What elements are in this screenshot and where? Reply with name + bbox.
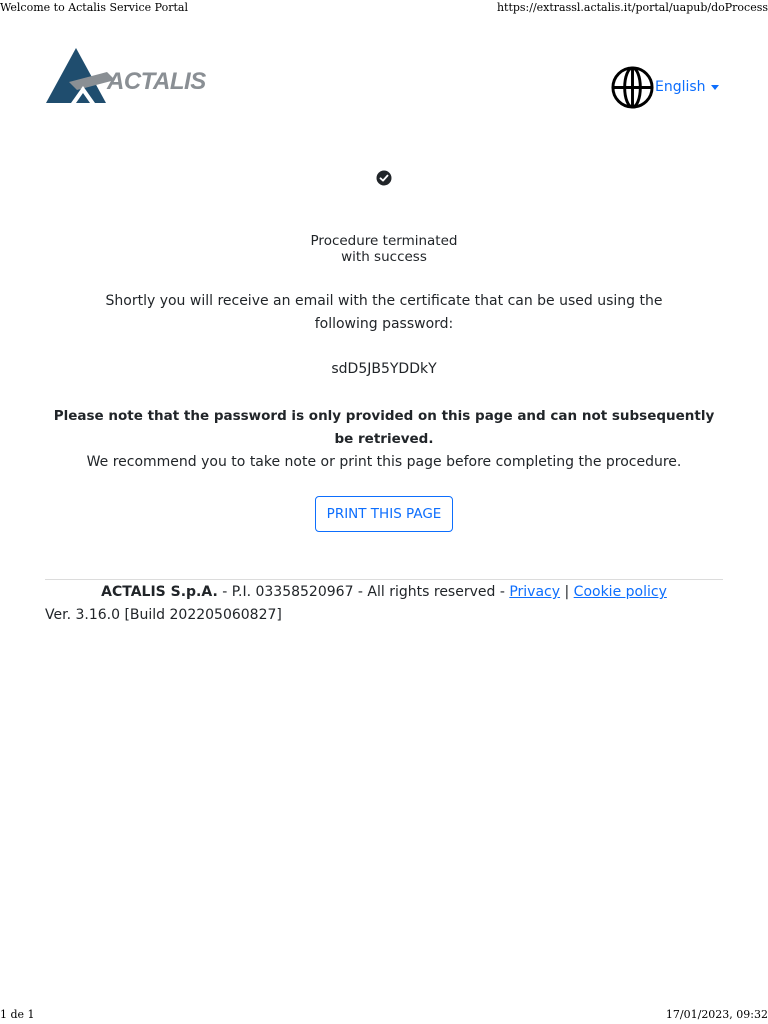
print-page-button[interactable]: PRINT THIS PAGE [315, 496, 453, 532]
privacy-link[interactable]: Privacy [509, 584, 561, 600]
svg-text:ACTALIS: ACTALIS [107, 68, 206, 95]
print-header-url: https://extrassl.actalis.it/portal/uapub/doProcess [496, 1, 768, 14]
password-warning: Please note that the password is only provided on this page and can not subsequently be retrieved. [53, 408, 715, 447]
footer-company: ACTALIS S.p.A. [101, 584, 218, 600]
version-text: Ver. 3.16.0 [Build 202205060827] [45, 607, 282, 623]
cookie-policy-link[interactable]: Cookie policy [573, 584, 667, 600]
success-title-line1: Procedure terminated [310, 233, 458, 249]
password-value: sdD5JB5YDDkY [331, 361, 437, 377]
success-title-line2: with success [341, 249, 427, 265]
actalis-logo-icon [45, 46, 210, 106]
footer-separator: | [560, 584, 574, 600]
print-page-number: 1 de 1 [0, 1008, 35, 1021]
language-selector[interactable] [610, 64, 719, 110]
chevron-down-icon [711, 85, 719, 90]
footer-divider [45, 579, 723, 580]
print-header-title: Welcome to Actalis Service Portal [0, 1, 188, 14]
globe-icon [610, 65, 655, 110]
footer-middle-text: - P.I. 03358520967 - All rights reserved - [217, 584, 510, 600]
success-check-icon [376, 170, 392, 186]
actalis-logo[interactable] [45, 46, 210, 106]
footer [45, 583, 723, 601]
email-info-text: Shortly you will receive an email with the certificate that can be used using the following password: [105, 293, 663, 332]
print-header [0, 0, 768, 16]
print-footer [0, 1006, 768, 1024]
recommend-text: We recommend you to take note or print this page before completing the procedure. [86, 454, 682, 470]
print-datetime: 17/01/2023, 09:32 [665, 1008, 768, 1021]
language-label: English [655, 79, 706, 95]
success-title [45, 233, 723, 265]
